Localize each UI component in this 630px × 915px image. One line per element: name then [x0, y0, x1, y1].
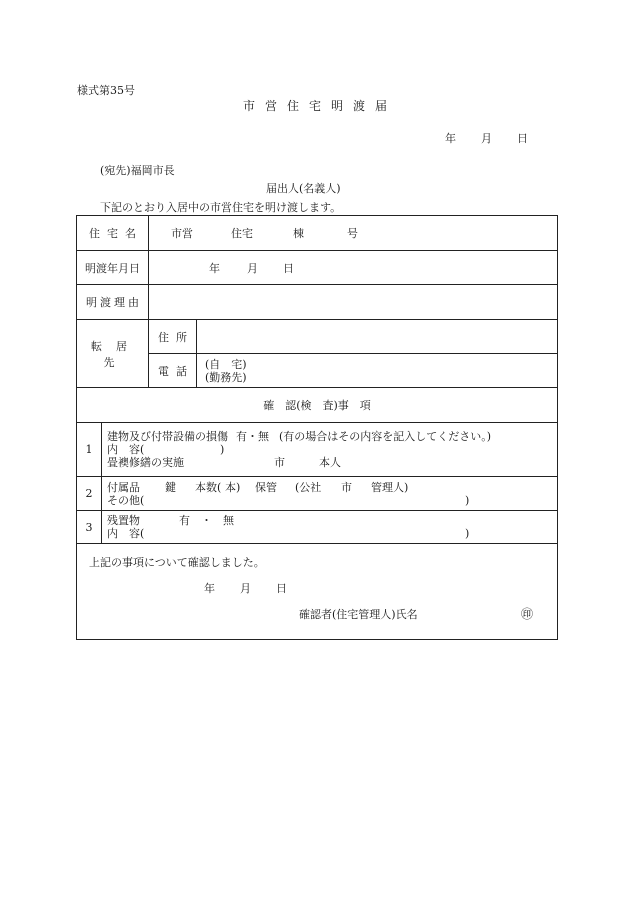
item-3-content[interactable]: [102, 511, 558, 544]
reason-label: 明渡理由: [77, 285, 149, 320]
housing-value[interactable]: [149, 216, 558, 251]
address-value[interactable]: [197, 320, 558, 354]
damage-content-open: 内 容(: [107, 443, 145, 456]
phone-home: (自 宅): [205, 357, 247, 371]
form-number: 様式第35号: [77, 84, 135, 97]
key-count-close: 本): [225, 480, 241, 494]
row-housing: [77, 216, 558, 251]
storage-city[interactable]: 市: [341, 480, 352, 494]
vacate-date-label: 明渡年月日: [77, 251, 149, 285]
tatami-repair-label: 畳襖修繕の実施: [107, 456, 184, 469]
confirmer-name-label: 確認者(住宅管理人)氏名: [299, 608, 418, 621]
confirm-day: 日: [276, 582, 287, 595]
confirm-year: 年: [204, 582, 215, 595]
item-1-number: 1: [77, 423, 102, 477]
housing-number: 号: [347, 227, 358, 240]
row-vacate-date: [77, 251, 558, 285]
row-confirm-header: [77, 388, 558, 423]
seal-mark: ㊞: [521, 607, 534, 621]
leftover-no[interactable]: 無: [223, 514, 234, 527]
row-destination-phone: [77, 354, 558, 388]
item-1-line-1: [107, 430, 557, 443]
item-2-content[interactable]: [102, 477, 558, 511]
confirm-month: 月: [240, 582, 251, 595]
damage-yes-no[interactable]: 有・無: [236, 430, 269, 443]
leftover-label: 残置物: [107, 514, 140, 527]
phone-work: (勤務先): [205, 370, 247, 384]
damage-content-close: ): [220, 443, 225, 456]
housing-label: 住宅名: [77, 216, 149, 251]
key-label: 鍵: [165, 480, 176, 494]
destination-label: 転居先: [77, 320, 149, 388]
submitter-label: 届出人(名義人): [266, 182, 341, 195]
date-year: 年: [445, 132, 456, 145]
confirmation-cell: [77, 544, 558, 640]
item-3-number: 3: [77, 511, 102, 544]
confirmation-statement: 上記の事項について確認しました。: [89, 556, 265, 569]
item-2-line-1: [107, 481, 557, 494]
tatami-city[interactable]: 市: [274, 456, 285, 469]
vacate-form-table: [76, 215, 558, 640]
confirm-header: 確 認(検 査)事 項: [77, 388, 558, 423]
vacate-month: 月: [247, 261, 258, 275]
row-item-1: [77, 423, 558, 477]
other-open: その他(: [107, 493, 145, 507]
leftover-content-close: ): [465, 527, 470, 540]
row-item-3: [77, 511, 558, 544]
phone-label: 電話: [149, 354, 197, 388]
item-1-content[interactable]: [102, 423, 558, 477]
storage-label: 保管: [255, 480, 277, 494]
accessories-label: 付属品: [107, 480, 140, 494]
key-count-open: 本数(: [195, 480, 222, 494]
damage-label: 建物及び付帯設備の損傷: [107, 430, 228, 443]
leftover-content-open: 内 容(: [107, 527, 145, 540]
item-1-line-3: [107, 456, 557, 469]
phone-value[interactable]: [197, 354, 558, 388]
item-3-line-2: [107, 527, 557, 540]
leftover-yes[interactable]: 有: [179, 514, 190, 527]
housing-city: 市営: [171, 227, 193, 240]
damage-note: (有の場合はその内容を記入してください。): [279, 430, 492, 443]
item-1-line-2: [107, 443, 557, 456]
storage-manager[interactable]: 管理人): [371, 480, 409, 494]
date-month: 月: [481, 132, 492, 145]
addressee: (宛先)福岡市長: [100, 164, 175, 177]
vacate-date-value[interactable]: [149, 251, 558, 285]
tatami-self[interactable]: 本人: [319, 456, 341, 469]
intro-text: 下記のとおり入居中の市営住宅を明け渡します。: [100, 201, 342, 214]
housing-building: 棟: [293, 227, 304, 240]
reason-value[interactable]: [149, 285, 558, 320]
row-reason: [77, 285, 558, 320]
other-close: ): [465, 493, 470, 507]
form-title: 市営住宅明渡届: [242, 99, 397, 113]
row-destination-address: [77, 320, 558, 354]
vacate-year: 年: [209, 261, 220, 275]
leftover-sep: ・: [201, 514, 212, 527]
row-item-2: [77, 477, 558, 511]
date-day: 日: [517, 132, 528, 145]
item-2-line-2: [107, 494, 557, 507]
vacate-day: 日: [283, 261, 294, 275]
confirmation-date[interactable]: [204, 580, 287, 596]
item-3-line-1: [107, 514, 557, 527]
storage-corp[interactable]: (公社: [295, 480, 322, 494]
address-label: 住所: [149, 320, 197, 354]
row-confirmation: [77, 544, 558, 640]
housing-house: 住宅: [231, 227, 253, 240]
item-2-number: 2: [77, 477, 102, 511]
submission-date: [445, 130, 528, 146]
